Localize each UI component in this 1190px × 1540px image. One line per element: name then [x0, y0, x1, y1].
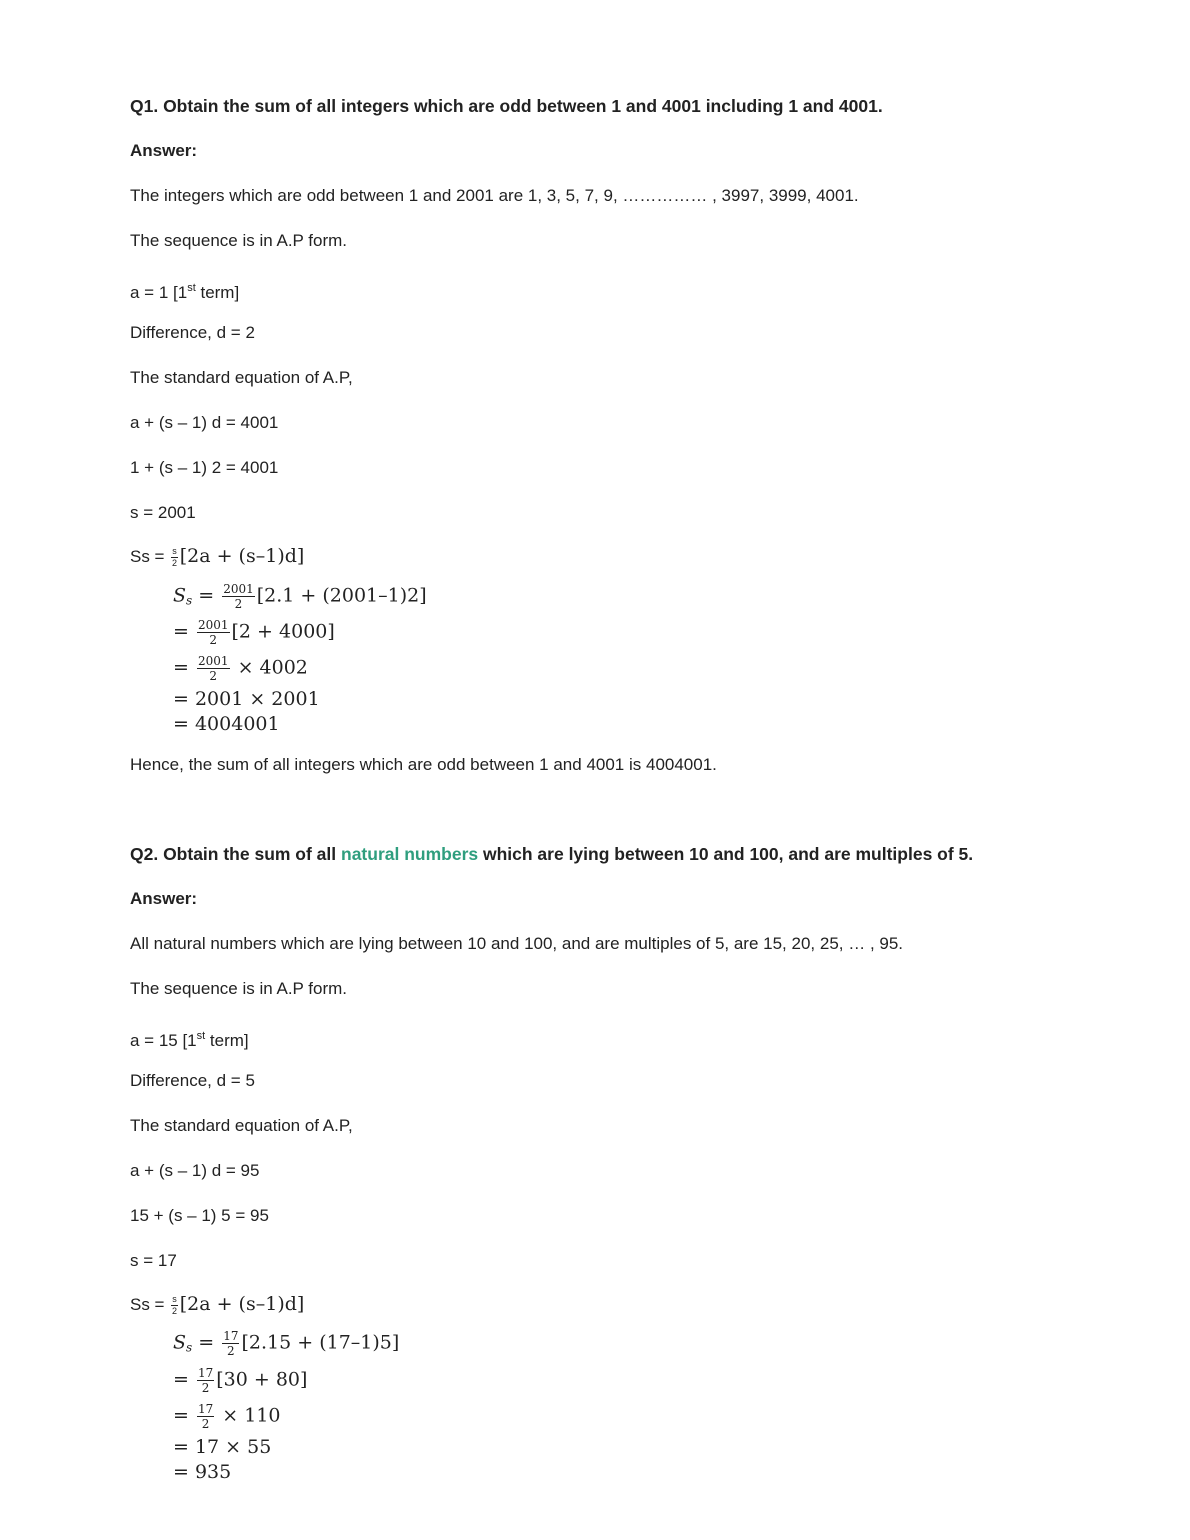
- q2-m2-num: 17: [197, 1366, 214, 1380]
- q2-formula-lead: Ss =: [130, 1295, 165, 1314]
- q1-line-1: The integers which are odd between 1 and 2001 are 1, 3, 5, 7, 9, …………… , 3997, 3999, 4001.: [130, 186, 859, 205]
- q1-first-term-text: a = 1 [1: [130, 283, 188, 302]
- q1-m2-num: 2001: [197, 618, 229, 632]
- q1-m1-lhs: S: [173, 584, 187, 607]
- q2-difference: Difference, d = 5: [130, 1071, 255, 1090]
- q2-m3-eq: =: [173, 1404, 195, 1427]
- q1-m2-den: 2: [209, 633, 218, 647]
- q2-m3-num: 17: [197, 1402, 214, 1416]
- q1-m2-rest: [2 + 4000]: [231, 620, 335, 643]
- q2-sum-formula: [130, 1293, 304, 1316]
- q1-m3-den: 2: [209, 669, 218, 683]
- q2-question-post: which are lying between 10 and 100, and are multiples of 5.: [478, 844, 974, 864]
- q1-m1-eq: =: [192, 584, 221, 607]
- q2-equation-1: a + (s – 1) d = 95: [130, 1161, 260, 1180]
- q1-m3-eq: =: [173, 656, 195, 679]
- q1-formula-rest: [2a + (s–1)d]: [179, 545, 305, 567]
- q1-math-step-1: [173, 583, 427, 613]
- q1-m3-rest: × 4002: [237, 656, 308, 679]
- q2-m1-num: 17: [223, 1329, 239, 1343]
- q1-math-step-4: = 2001 × 2001: [173, 688, 320, 710]
- q2-formula-den: 2: [171, 1306, 177, 1317]
- q2-m2-eq: =: [173, 1368, 195, 1391]
- q1-conclusion: Hence, the sum of all integers which are odd between 1 and 4001 is 4004001.: [130, 755, 717, 774]
- q2-math-step-5: = 935: [173, 1461, 232, 1483]
- q2-formula-rest: [2a + (s–1)d]: [179, 1293, 305, 1315]
- q2-line-1: All natural numbers which are lying between 10 and 100, and are multiples of 5, are 15, 20, 25, … , 95.: [130, 934, 904, 953]
- q2-math-step-4: = 17 × 55: [173, 1436, 272, 1458]
- q1-m2-eq: =: [173, 620, 195, 643]
- q2-math-step-3: [173, 1403, 281, 1430]
- q1-math-step-3: [173, 655, 308, 682]
- q2-first-term-sup: st: [196, 1030, 206, 1042]
- q1-difference: Difference, d = 2: [130, 323, 255, 342]
- q2-m1-eq: =: [192, 1331, 221, 1354]
- q2-formula-num: s: [172, 1294, 177, 1305]
- q1-formula-num: s: [172, 546, 177, 557]
- q2-m2-den: 2: [201, 1381, 210, 1395]
- q2-first-term-suffix: term]: [205, 1031, 249, 1050]
- q2-question: [130, 843, 973, 865]
- q2-m1-den: 2: [227, 1344, 235, 1358]
- q2-m3-rest: × 110: [222, 1404, 281, 1427]
- q1-s-value: s = 2001: [130, 503, 196, 522]
- q1-m3-num: 2001: [197, 654, 229, 668]
- q1-sum-formula: [130, 545, 304, 568]
- q2-m1-sub: s: [186, 1340, 193, 1355]
- q2-math-step-2: [173, 1367, 307, 1394]
- q2-m1-rest: [2.15 + (17–1)5]: [241, 1331, 400, 1354]
- q2-m3-den: 2: [201, 1417, 210, 1431]
- q1-math-step-2: [173, 619, 335, 646]
- q1-standard-eq-label: The standard equation of A.P,: [130, 368, 353, 387]
- q2-line-2: The sequence is in A.P form.: [130, 979, 348, 998]
- q1-question: Q1. Obtain the sum of all integers which are odd between 1 and 4001 including 1 and 4001.: [130, 96, 883, 116]
- q1-first-term: [130, 277, 239, 304]
- q1-formula-lead: Ss =: [130, 547, 165, 566]
- q1-first-term-sup: st: [187, 282, 196, 294]
- q2-equation-2: 15 + (s – 1) 5 = 95: [130, 1206, 269, 1225]
- q2-s-value: s = 17: [130, 1251, 177, 1270]
- q1-formula-den: 2: [171, 558, 177, 569]
- q2-m1-lhs: S: [173, 1331, 187, 1354]
- q1-m1-den: 2: [234, 597, 243, 611]
- q2-math-step-1: [173, 1330, 399, 1360]
- q1-answer-label: Answer:: [130, 141, 198, 160]
- q1-m1-sub: s: [186, 593, 193, 608]
- q1-math-step-5: = 4004001: [173, 713, 280, 735]
- q1-equation-2: 1 + (s – 1) 2 = 4001: [130, 458, 279, 477]
- q2-answer-label: Answer:: [130, 889, 198, 908]
- q2-first-term-text: a = 15 [1: [130, 1031, 197, 1050]
- q2-question-pre: Q2. Obtain the sum of all: [130, 844, 341, 864]
- q2-standard-eq-label: The standard equation of A.P,: [130, 1116, 353, 1135]
- q1-m1-rest: [2.1 + (2001–1)2]: [256, 584, 427, 607]
- q2-first-term: [130, 1025, 249, 1052]
- natural-numbers-link[interactable]: natural numbers: [341, 844, 479, 864]
- q2-m2-rest: [30 + 80]: [216, 1368, 308, 1391]
- q1-line-2: The sequence is in A.P form.: [130, 231, 348, 250]
- q1-m1-num: 2001: [223, 582, 254, 596]
- q1-first-term-suffix: term]: [195, 283, 240, 302]
- q1-equation-1: a + (s – 1) d = 4001: [130, 413, 279, 432]
